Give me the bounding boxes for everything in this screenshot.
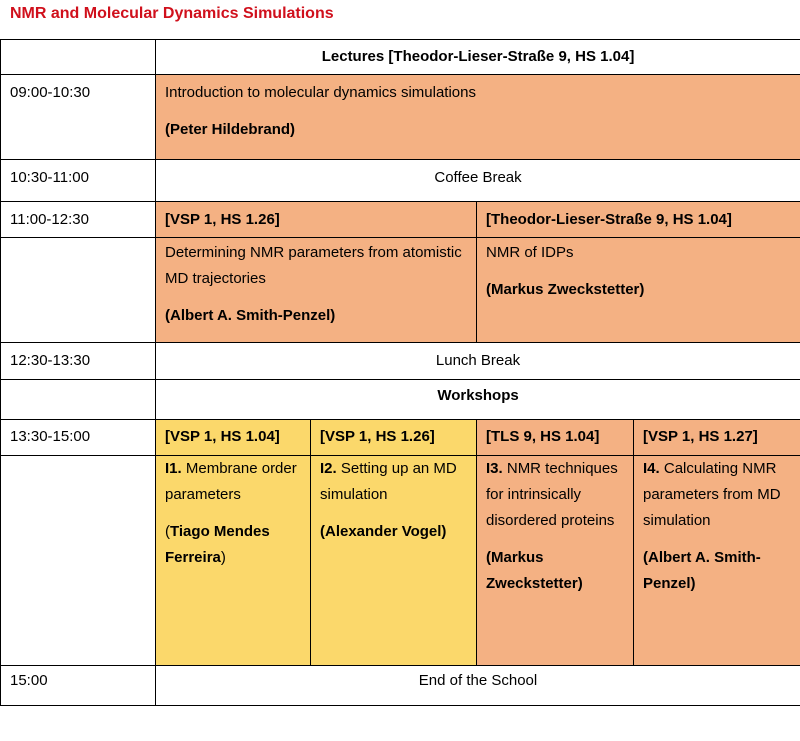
time-cell: 12:30-13:30 bbox=[1, 343, 156, 380]
table-row bbox=[1, 160, 800, 202]
workshop-title: NMR techniques for intrinsically disordered proteins bbox=[486, 460, 618, 529]
table-row bbox=[1, 238, 800, 343]
time-cell: 15:00 bbox=[1, 666, 156, 706]
room-label: [VSP 1, HS 1.04] bbox=[156, 420, 311, 456]
workshop-cell bbox=[477, 456, 634, 666]
time-cell: 10:30-11:00 bbox=[1, 160, 156, 202]
table-row bbox=[1, 75, 800, 160]
time-cell: 13:30-15:00 bbox=[1, 420, 156, 456]
room-label: [Theodor-Lieser-Straße 9, HS 1.04] bbox=[477, 202, 800, 238]
room-label: [TLS 9, HS 1.04] bbox=[477, 420, 634, 456]
coffee-break: Coffee Break bbox=[156, 160, 800, 202]
speaker-close-paren: ) bbox=[220, 549, 226, 566]
speaker-name: Tiago Mendes Ferreira bbox=[165, 523, 270, 566]
workshop-title: Membrane order parameters bbox=[165, 460, 297, 503]
room-label: [VSP 1, HS 1.26] bbox=[156, 202, 477, 238]
workshop-cell bbox=[634, 456, 800, 666]
workshop-code: I4. bbox=[643, 460, 660, 477]
time-cell: 11:00-12:30 bbox=[1, 202, 156, 238]
workshop-code: I1. bbox=[165, 460, 182, 477]
workshop-title: Calculating NMR parameters from MD simulation bbox=[643, 460, 781, 529]
lunch-break: Lunch Break bbox=[156, 343, 800, 380]
empty-cell bbox=[1, 380, 156, 420]
speaker-name: (Peter Hildebrand) bbox=[165, 121, 296, 138]
lectures-header: Lectures [Theodor-Lieser-Straße 9, HS 1.04] bbox=[156, 40, 800, 75]
talk-title: Determining NMR parameters from atomistic MD trajectories bbox=[165, 244, 462, 287]
empty-cell bbox=[1, 40, 156, 75]
workshop-cell bbox=[311, 456, 477, 666]
room-label: [VSP 1, HS 1.26] bbox=[311, 420, 477, 456]
talk-title: Introduction to molecular dynamics simulations bbox=[165, 84, 476, 101]
workshop-cell bbox=[156, 456, 311, 666]
speaker-name: (Markus Zweckstetter) bbox=[486, 281, 645, 298]
table-row bbox=[1, 380, 800, 420]
schedule-table bbox=[0, 39, 800, 706]
lecture-cell bbox=[477, 238, 800, 343]
talk-title: NMR of IDPs bbox=[486, 244, 574, 261]
workshop-code: I2. bbox=[320, 460, 337, 477]
room-label: [VSP 1, HS 1.27] bbox=[634, 420, 800, 456]
table-row bbox=[1, 202, 800, 238]
table-row bbox=[1, 420, 800, 456]
table-row bbox=[1, 40, 800, 75]
table-row bbox=[1, 456, 800, 666]
empty-cell bbox=[1, 238, 156, 343]
lecture-cell bbox=[156, 75, 800, 160]
speaker-name: (Albert A. Smith-Penzel) bbox=[643, 549, 761, 592]
workshop-code: I3. bbox=[486, 460, 503, 477]
page-title: NMR and Molecular Dynamics Simulations bbox=[10, 5, 334, 22]
speaker-name: (Alexander Vogel) bbox=[320, 523, 447, 540]
speaker-name: (Albert A. Smith-Penzel) bbox=[165, 307, 336, 324]
empty-cell bbox=[1, 456, 156, 666]
time-cell: 09:00-10:30 bbox=[1, 75, 156, 160]
workshop-title: Setting up an MD simulation bbox=[320, 460, 457, 503]
speaker-name: (Markus Zweckstetter) bbox=[486, 549, 583, 592]
lecture-cell bbox=[156, 238, 477, 343]
workshops-header: Workshops bbox=[156, 380, 800, 420]
end-of-school: End of the School bbox=[156, 666, 800, 706]
table-row bbox=[1, 343, 800, 380]
table-row bbox=[1, 666, 800, 706]
speaker-open-paren: ( bbox=[165, 523, 170, 540]
